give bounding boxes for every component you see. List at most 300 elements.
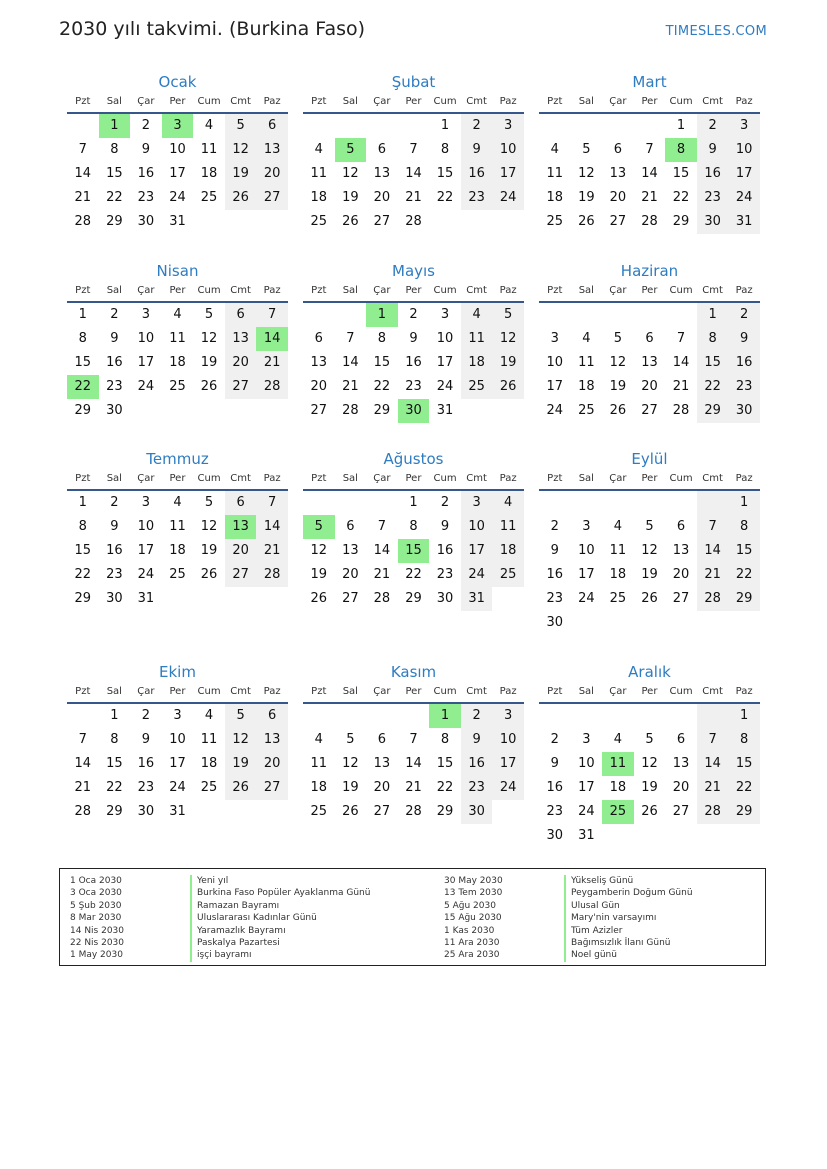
day-cell[interactable]: 26 [310, 591, 328, 606]
day-cell[interactable]: 13 [373, 166, 391, 181]
day-cell[interactable]: 21 [641, 190, 658, 205]
day-cell[interactable]: 30 [106, 403, 123, 418]
day-cell[interactable]: 3 [440, 307, 450, 322]
day-cell[interactable]: 18 [609, 567, 627, 582]
day-cell[interactable]: 9 [440, 519, 450, 534]
day-cell[interactable]: 13 [342, 543, 359, 558]
day-cell[interactable]: 10 [546, 355, 564, 370]
day-cell[interactable]: 2 [550, 732, 559, 747]
day-cell[interactable]: 21 [373, 567, 391, 582]
day-cell[interactable]: 26 [225, 776, 257, 800]
day-cell[interactable]: 19 [225, 162, 257, 186]
day-cell[interactable]: 10 [578, 756, 595, 771]
brand-link[interactable]: TIMESLES.COM [665, 24, 767, 39]
day-cell[interactable]: 11 [578, 355, 595, 370]
day-cell[interactable]: 31 [461, 587, 493, 611]
day-cell[interactable]: 30 [137, 214, 155, 229]
day-cell[interactable]: 15 [106, 756, 123, 771]
day-cell[interactable]: 18 [169, 543, 186, 558]
day-cell[interactable]: 3 [461, 491, 493, 515]
day-cell[interactable]: 24 [436, 379, 454, 394]
day-cell[interactable]: 11 [310, 166, 328, 181]
day-cell[interactable]: 22 [67, 375, 99, 399]
day-cell[interactable]: 22 [106, 780, 123, 795]
day-cell[interactable]: 25 [461, 375, 493, 399]
day-cell[interactable]: 8 [409, 519, 418, 534]
day-cell[interactable]: 18 [609, 780, 627, 795]
day-cell[interactable]: 6 [225, 303, 257, 327]
day-cell[interactable]: 2 [110, 495, 119, 510]
day-cell[interactable]: 24 [578, 804, 595, 819]
day-cell[interactable]: 6 [314, 331, 323, 346]
day-cell[interactable]: 21 [256, 539, 288, 563]
day-cell[interactable]: 8 [697, 327, 729, 351]
day-cell[interactable]: 25 [492, 563, 524, 587]
day-cell[interactable]: 1 [99, 114, 131, 138]
day-cell[interactable]: 24 [492, 186, 524, 210]
day-cell[interactable]: 11 [169, 519, 186, 534]
day-cell[interactable]: 16 [461, 162, 493, 186]
day-cell[interactable]: 23 [106, 379, 123, 394]
day-cell[interactable]: 7 [409, 142, 418, 157]
day-cell[interactable]: 3 [162, 114, 194, 138]
day-cell[interactable]: 26 [225, 186, 257, 210]
day-cell[interactable]: 2 [409, 307, 418, 322]
day-cell[interactable]: 9 [409, 331, 418, 346]
day-cell[interactable]: 20 [225, 539, 257, 563]
day-cell[interactable]: 14 [697, 752, 729, 776]
day-cell[interactable]: 24 [492, 776, 524, 800]
day-cell[interactable]: 10 [137, 519, 155, 534]
day-cell[interactable]: 18 [546, 190, 564, 205]
day-cell[interactable]: 3 [582, 519, 591, 534]
day-cell[interactable]: 14 [74, 756, 92, 771]
day-cell[interactable]: 9 [728, 327, 760, 351]
day-cell[interactable]: 25 [609, 591, 627, 606]
day-cell[interactable]: 26 [200, 567, 218, 582]
day-cell[interactable]: 30 [546, 828, 564, 843]
day-cell[interactable]: 10 [169, 732, 186, 747]
day-cell[interactable]: 10 [436, 331, 454, 346]
day-cell[interactable]: 20 [672, 780, 690, 795]
day-cell[interactable]: 5 [582, 142, 591, 157]
day-cell[interactable]: 28 [74, 214, 92, 229]
day-cell[interactable]: 9 [461, 138, 493, 162]
day-cell[interactable]: 12 [641, 543, 658, 558]
day-cell[interactable]: 20 [225, 351, 257, 375]
day-cell[interactable]: 10 [137, 331, 155, 346]
day-cell[interactable]: 17 [436, 355, 454, 370]
day-cell[interactable]: 10 [578, 543, 595, 558]
day-cell[interactable]: 9 [110, 519, 119, 534]
day-cell[interactable]: 21 [342, 379, 359, 394]
day-cell[interactable]: 11 [546, 166, 564, 181]
day-cell[interactable]: 28 [405, 214, 422, 229]
day-cell[interactable]: 15 [697, 351, 729, 375]
day-cell[interactable]: 19 [310, 567, 328, 582]
day-cell[interactable]: 19 [200, 543, 218, 558]
day-cell[interactable]: 2 [461, 114, 493, 138]
day-cell[interactable]: 3 [141, 495, 151, 510]
day-cell[interactable]: 29 [106, 804, 123, 819]
day-cell[interactable]: 12 [342, 756, 359, 771]
day-cell[interactable]: 29 [373, 403, 391, 418]
day-cell[interactable]: 28 [697, 587, 729, 611]
day-cell[interactable]: 14 [373, 543, 391, 558]
day-cell[interactable]: 25 [602, 800, 634, 824]
day-cell[interactable]: 2 [461, 704, 493, 728]
day-cell[interactable]: 4 [314, 732, 323, 747]
day-cell[interactable]: 7 [377, 519, 387, 534]
day-cell[interactable]: 6 [676, 732, 686, 747]
day-cell[interactable]: 11 [602, 752, 634, 776]
day-cell[interactable]: 11 [609, 543, 627, 558]
day-cell[interactable]: 26 [342, 804, 359, 819]
day-cell[interactable]: 30 [728, 399, 760, 423]
day-cell[interactable]: 19 [578, 190, 595, 205]
day-cell[interactable]: 28 [256, 563, 288, 587]
day-cell[interactable]: 27 [373, 804, 391, 819]
day-cell[interactable]: 24 [137, 379, 155, 394]
day-cell[interactable]: 15 [106, 166, 123, 181]
day-cell[interactable]: 7 [256, 303, 288, 327]
day-cell[interactable]: 17 [461, 539, 493, 563]
day-cell[interactable]: 5 [346, 732, 355, 747]
day-cell[interactable]: 30 [436, 591, 454, 606]
day-cell[interactable]: 26 [492, 375, 524, 399]
day-cell[interactable]: 22 [728, 563, 760, 587]
day-cell[interactable]: 14 [342, 355, 359, 370]
day-cell[interactable]: 9 [461, 728, 493, 752]
day-cell[interactable]: 27 [256, 776, 288, 800]
day-cell[interactable]: 31 [169, 214, 186, 229]
day-cell[interactable]: 23 [436, 567, 454, 582]
day-cell[interactable]: 29 [436, 804, 454, 819]
day-cell[interactable]: 1 [440, 118, 450, 133]
day-cell[interactable]: 31 [137, 591, 155, 606]
day-cell[interactable]: 5 [303, 515, 335, 539]
day-cell[interactable]: 30 [697, 210, 729, 234]
day-cell[interactable]: 10 [461, 515, 493, 539]
day-cell[interactable]: 29 [728, 800, 760, 824]
day-cell[interactable]: 18 [200, 166, 218, 181]
day-cell[interactable]: 2 [550, 519, 559, 534]
day-cell[interactable]: 7 [78, 142, 87, 157]
day-cell[interactable]: 4 [613, 519, 623, 534]
day-cell[interactable]: 6 [225, 491, 257, 515]
day-cell[interactable]: 30 [546, 615, 564, 630]
day-cell[interactable]: 28 [697, 800, 729, 824]
day-cell[interactable]: 17 [728, 162, 760, 186]
day-cell[interactable]: 23 [546, 804, 564, 819]
day-cell[interactable]: 11 [461, 327, 493, 351]
day-cell[interactable]: 23 [461, 186, 493, 210]
day-cell[interactable]: 31 [728, 210, 760, 234]
day-cell[interactable]: 11 [200, 732, 218, 747]
day-cell[interactable]: 14 [697, 539, 729, 563]
day-cell[interactable]: 21 [405, 190, 422, 205]
day-cell[interactable]: 9 [141, 732, 151, 747]
day-cell[interactable]: 7 [697, 515, 729, 539]
day-cell[interactable]: 17 [169, 756, 186, 771]
day-cell[interactable]: 21 [74, 780, 92, 795]
day-cell[interactable]: 21 [697, 776, 729, 800]
day-cell[interactable]: 18 [200, 756, 218, 771]
day-cell[interactable]: 27 [672, 591, 690, 606]
day-cell[interactable]: 9 [550, 543, 559, 558]
day-cell[interactable]: 20 [672, 567, 690, 582]
day-cell[interactable]: 1 [676, 118, 686, 133]
day-cell[interactable]: 22 [697, 375, 729, 399]
day-cell[interactable]: 29 [106, 214, 123, 229]
day-cell[interactable]: 15 [74, 543, 92, 558]
day-cell[interactable]: 19 [225, 752, 257, 776]
day-cell[interactable]: 22 [728, 776, 760, 800]
day-cell[interactable]: 5 [225, 114, 257, 138]
day-cell[interactable]: 26 [609, 403, 627, 418]
day-cell[interactable]: 8 [728, 515, 760, 539]
day-cell[interactable]: 22 [106, 190, 123, 205]
day-cell[interactable]: 5 [204, 307, 214, 322]
day-cell[interactable]: 25 [200, 780, 218, 795]
day-cell[interactable]: 4 [204, 118, 214, 133]
day-cell[interactable]: 29 [697, 399, 729, 423]
day-cell[interactable]: 16 [728, 351, 760, 375]
day-cell[interactable]: 13 [256, 728, 288, 752]
day-cell[interactable]: 27 [225, 375, 257, 399]
day-cell[interactable]: 27 [641, 403, 658, 418]
day-cell[interactable]: 14 [672, 355, 690, 370]
day-cell[interactable]: 10 [492, 728, 524, 752]
day-cell[interactable]: 27 [310, 403, 328, 418]
day-cell[interactable]: 13 [256, 138, 288, 162]
day-cell[interactable]: 30 [106, 591, 123, 606]
day-cell[interactable]: 16 [436, 543, 454, 558]
day-cell[interactable]: 24 [578, 591, 595, 606]
day-cell[interactable]: 7 [256, 491, 288, 515]
day-cell[interactable]: 24 [461, 563, 493, 587]
day-cell[interactable]: 12 [342, 166, 359, 181]
day-cell[interactable]: 5 [492, 303, 524, 327]
day-cell[interactable]: 2 [697, 114, 729, 138]
day-cell[interactable]: 16 [461, 752, 493, 776]
day-cell[interactable]: 4 [204, 708, 214, 723]
day-cell[interactable]: 18 [169, 355, 186, 370]
day-cell[interactable]: 12 [310, 543, 328, 558]
day-cell[interactable]: 26 [641, 591, 658, 606]
day-cell[interactable]: 12 [641, 756, 658, 771]
day-cell[interactable]: 6 [645, 331, 654, 346]
day-cell[interactable]: 31 [436, 403, 454, 418]
day-cell[interactable]: 6 [613, 142, 623, 157]
day-cell[interactable]: 22 [672, 190, 690, 205]
day-cell[interactable]: 7 [78, 732, 87, 747]
day-cell[interactable]: 9 [697, 138, 729, 162]
day-cell[interactable]: 25 [310, 214, 328, 229]
day-cell[interactable]: 2 [110, 307, 119, 322]
day-cell[interactable]: 14 [256, 515, 288, 539]
day-cell[interactable]: 19 [492, 351, 524, 375]
day-cell[interactable]: 29 [405, 591, 422, 606]
day-cell[interactable]: 1 [429, 704, 461, 728]
day-cell[interactable]: 30 [137, 804, 155, 819]
day-cell[interactable]: 1 [697, 303, 729, 327]
day-cell[interactable]: 17 [492, 162, 524, 186]
day-cell[interactable]: 19 [342, 190, 359, 205]
day-cell[interactable]: 28 [256, 375, 288, 399]
day-cell[interactable]: 21 [697, 563, 729, 587]
day-cell[interactable]: 8 [110, 732, 119, 747]
day-cell[interactable]: 18 [492, 539, 524, 563]
day-cell[interactable]: 8 [665, 138, 697, 162]
day-cell[interactable]: 10 [728, 138, 760, 162]
day-cell[interactable]: 11 [492, 515, 524, 539]
day-cell[interactable]: 20 [256, 162, 288, 186]
day-cell[interactable]: 4 [173, 495, 182, 510]
day-cell[interactable]: 8 [440, 732, 450, 747]
day-cell[interactable]: 22 [436, 190, 454, 205]
day-cell[interactable]: 1 [78, 307, 87, 322]
day-cell[interactable]: 7 [346, 331, 355, 346]
day-cell[interactable]: 4 [314, 142, 323, 157]
day-cell[interactable]: 24 [728, 186, 760, 210]
day-cell[interactable]: 23 [137, 190, 155, 205]
day-cell[interactable]: 8 [440, 142, 450, 157]
day-cell[interactable]: 31 [578, 828, 595, 843]
day-cell[interactable]: 10 [169, 142, 186, 157]
day-cell[interactable]: 13 [225, 327, 257, 351]
day-cell[interactable]: 2 [440, 495, 450, 510]
day-cell[interactable]: 4 [173, 307, 182, 322]
day-cell[interactable]: 19 [342, 780, 359, 795]
day-cell[interactable]: 8 [377, 331, 387, 346]
day-cell[interactable]: 12 [225, 728, 257, 752]
day-cell[interactable]: 5 [335, 138, 367, 162]
day-cell[interactable]: 31 [169, 804, 186, 819]
day-cell[interactable]: 1 [78, 495, 87, 510]
day-cell[interactable]: 20 [342, 567, 359, 582]
day-cell[interactable]: 24 [169, 190, 186, 205]
day-cell[interactable]: 18 [310, 190, 328, 205]
day-cell[interactable]: 11 [169, 331, 186, 346]
day-cell[interactable]: 17 [137, 543, 155, 558]
day-cell[interactable]: 3 [728, 114, 760, 138]
day-cell[interactable]: 12 [492, 327, 524, 351]
day-cell[interactable]: 25 [310, 804, 328, 819]
day-cell[interactable]: 13 [609, 166, 627, 181]
day-cell[interactable]: 23 [405, 379, 422, 394]
day-cell[interactable]: 25 [546, 214, 564, 229]
day-cell[interactable]: 17 [137, 355, 155, 370]
day-cell[interactable]: 14 [256, 327, 288, 351]
day-cell[interactable]: 15 [728, 752, 760, 776]
day-cell[interactable]: 20 [609, 190, 627, 205]
day-cell[interactable]: 28 [74, 804, 92, 819]
day-cell[interactable]: 24 [137, 567, 155, 582]
day-cell[interactable]: 5 [613, 331, 623, 346]
day-cell[interactable]: 1 [728, 704, 760, 728]
day-cell[interactable]: 15 [436, 166, 454, 181]
day-cell[interactable]: 2 [141, 708, 151, 723]
day-cell[interactable]: 14 [641, 166, 658, 181]
day-cell[interactable]: 25 [200, 190, 218, 205]
day-cell[interactable]: 7 [697, 728, 729, 752]
day-cell[interactable]: 24 [546, 403, 564, 418]
day-cell[interactable]: 17 [578, 780, 595, 795]
day-cell[interactable]: 19 [641, 567, 658, 582]
day-cell[interactable]: 14 [74, 166, 92, 181]
day-cell[interactable]: 13 [672, 756, 690, 771]
day-cell[interactable]: 27 [256, 186, 288, 210]
day-cell[interactable]: 23 [697, 186, 729, 210]
day-cell[interactable]: 21 [672, 379, 690, 394]
day-cell[interactable]: 4 [461, 303, 493, 327]
day-cell[interactable]: 13 [641, 355, 658, 370]
day-cell[interactable]: 28 [342, 403, 359, 418]
day-cell[interactable]: 22 [436, 780, 454, 795]
day-cell[interactable]: 5 [645, 519, 654, 534]
day-cell[interactable]: 5 [204, 495, 214, 510]
day-cell[interactable]: 12 [200, 331, 218, 346]
day-cell[interactable]: 27 [609, 214, 627, 229]
day-cell[interactable]: 28 [373, 591, 391, 606]
day-cell[interactable]: 29 [74, 403, 92, 418]
day-cell[interactable]: 17 [546, 379, 564, 394]
day-cell[interactable]: 6 [256, 704, 288, 728]
day-cell[interactable]: 23 [546, 591, 564, 606]
day-cell[interactable]: 29 [672, 214, 690, 229]
day-cell[interactable]: 15 [398, 539, 430, 563]
day-cell[interactable]: 15 [728, 539, 760, 563]
day-cell[interactable]: 17 [492, 752, 524, 776]
day-cell[interactable]: 29 [74, 591, 92, 606]
day-cell[interactable]: 20 [641, 379, 658, 394]
day-cell[interactable]: 14 [405, 756, 422, 771]
day-cell[interactable]: 13 [310, 355, 328, 370]
day-cell[interactable]: 10 [492, 138, 524, 162]
day-cell[interactable]: 4 [492, 491, 524, 515]
day-cell[interactable]: 4 [550, 142, 559, 157]
day-cell[interactable]: 16 [697, 162, 729, 186]
day-cell[interactable]: 7 [676, 331, 686, 346]
day-cell[interactable]: 24 [169, 780, 186, 795]
day-cell[interactable]: 21 [74, 190, 92, 205]
day-cell[interactable]: 14 [405, 166, 422, 181]
day-cell[interactable]: 4 [613, 732, 623, 747]
day-cell[interactable]: 23 [137, 780, 155, 795]
day-cell[interactable]: 16 [405, 355, 422, 370]
day-cell[interactable]: 8 [110, 142, 119, 157]
day-cell[interactable]: 16 [546, 780, 564, 795]
day-cell[interactable]: 1 [728, 491, 760, 515]
day-cell[interactable]: 8 [728, 728, 760, 752]
day-cell[interactable]: 17 [169, 166, 186, 181]
day-cell[interactable]: 15 [373, 355, 391, 370]
day-cell[interactable]: 3 [141, 307, 151, 322]
day-cell[interactable]: 26 [641, 804, 658, 819]
day-cell[interactable]: 6 [346, 519, 355, 534]
day-cell[interactable]: 23 [106, 567, 123, 582]
day-cell[interactable]: 3 [550, 331, 559, 346]
day-cell[interactable]: 15 [74, 355, 92, 370]
day-cell[interactable]: 13 [225, 515, 257, 539]
day-cell[interactable]: 8 [78, 331, 87, 346]
day-cell[interactable]: 4 [582, 331, 591, 346]
day-cell[interactable]: 16 [106, 543, 123, 558]
day-cell[interactable]: 13 [373, 756, 391, 771]
day-cell[interactable]: 19 [641, 780, 658, 795]
day-cell[interactable]: 20 [373, 190, 391, 205]
